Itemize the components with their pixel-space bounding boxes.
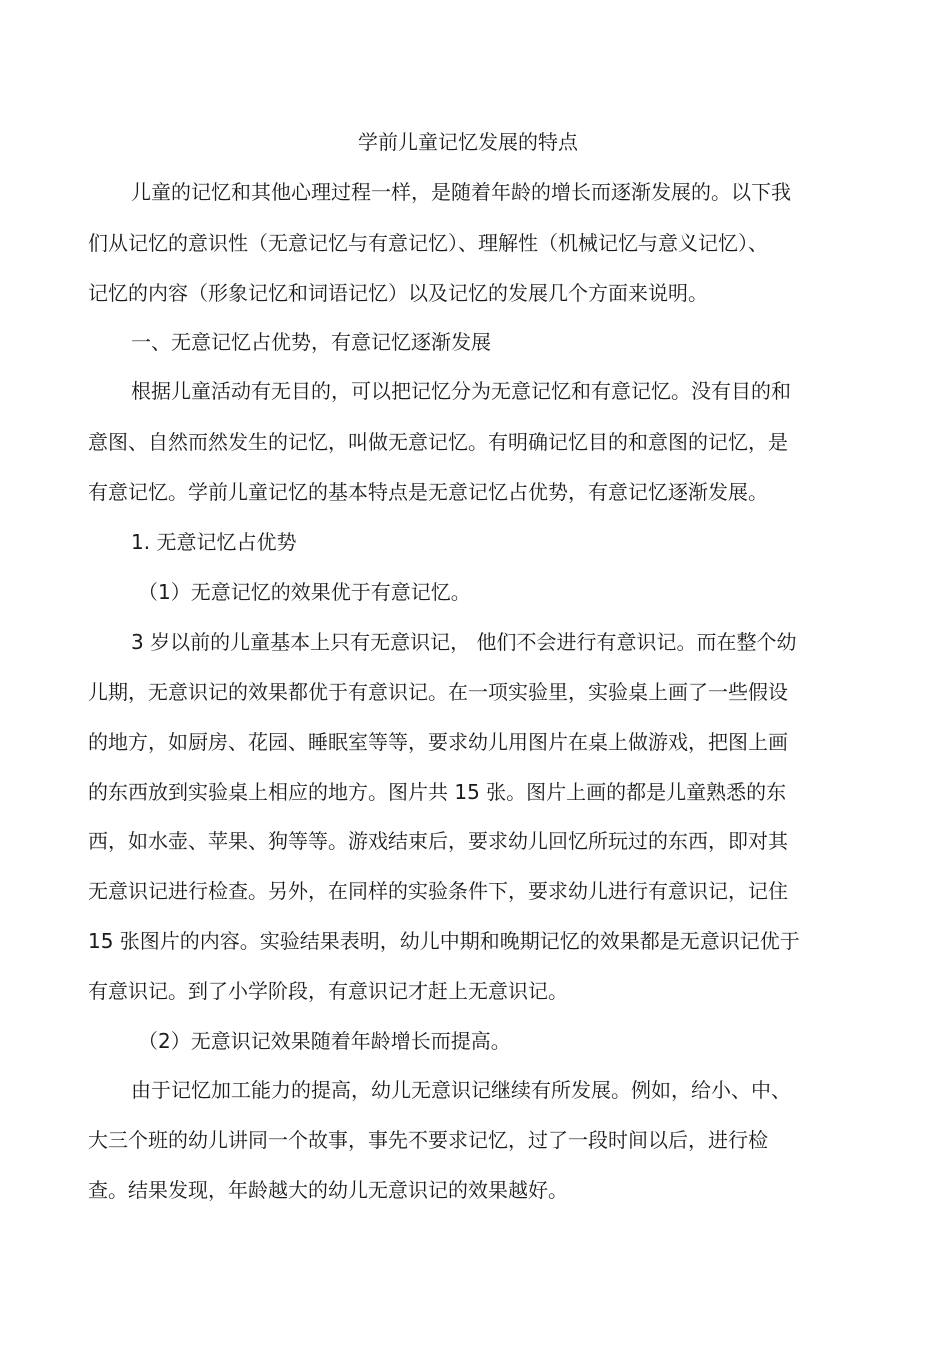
- paragraph-line: 的地方，如厨房、花园、睡眠室等等，要求幼儿用图片在桌上做游戏，把图上画: [88, 730, 788, 754]
- paragraph-line: 们从记忆的意识性（无意记忆与有意记忆）、理解性（机械记忆与意义记忆）、: [88, 231, 768, 255]
- paragraph-line: 有意识记。到了小学阶段，有意识记才赶上无意识记。: [88, 979, 568, 1003]
- paragraph-line: 西，如水壶、苹果、狗等等。游戏结束后，要求幼儿回忆所玩过的东西，即对其: [88, 829, 788, 853]
- paragraph-line: 儿期，无意识记的效果都优于有意识记。在一项实验里，实验桌上画了一些假设: [88, 680, 788, 704]
- paragraph-line: 有意记忆。学前儿童记忆的基本特点是无意记忆占优势，有意记忆逐渐发展。: [88, 480, 768, 504]
- point-heading: （2）无意识记效果随着年龄增长而提高。: [138, 1029, 511, 1053]
- paragraph-line: 由于记忆加工能力的提高，幼儿无意识记继续有所发展。例如，给小、中、: [131, 1078, 791, 1102]
- paragraph-line: 查。结果发现，年龄越大的幼儿无意识记的效果越好。: [88, 1178, 568, 1202]
- paragraph-line: 儿童的记忆和其他心理过程一样，是随着年龄的增长而逐渐发展的。以下我: [131, 180, 791, 204]
- section-heading: 一、无意记忆占优势，有意记忆逐渐发展: [131, 330, 491, 354]
- paragraph-line: 的东西放到实验桌上相应的地方。图片共 15 张。图片上画的都是儿童熟悉的东: [88, 780, 787, 804]
- subsection-heading: 1. 无意记忆占优势: [131, 530, 297, 554]
- paragraph-line: 意图、自然而然发生的记忆，叫做无意记忆。有明确记忆目的和意图的记忆，是: [88, 430, 788, 454]
- paragraph-line: 15 张图片的内容。实验结果表明，幼儿中期和晚期记忆的效果都是无意识记优于: [88, 929, 800, 953]
- paragraph-line: 根据儿童活动有无目的，可以把记忆分为无意记忆和有意记忆。没有目的和: [131, 379, 791, 403]
- paragraph-line: 3 岁以前的儿童基本上只有无意识记， 他们不会进行有意识记。而在整个幼: [131, 630, 797, 654]
- document-title: 学前儿童记忆发展的特点: [358, 130, 578, 154]
- paragraph-line: 大三个班的幼儿讲同一个故事，事先不要求记忆，过了一段时间以后，进行检: [88, 1128, 768, 1152]
- point-heading: （1）无意记忆的效果优于有意记忆。: [138, 580, 471, 604]
- paragraph-line: 无意识记进行检查。另外，在同样的实验条件下，要求幼儿进行有意识记，记住: [88, 879, 788, 903]
- paragraph-line: 记忆的内容（形象记忆和词语记忆）以及记忆的发展几个方面来说明。: [88, 281, 708, 305]
